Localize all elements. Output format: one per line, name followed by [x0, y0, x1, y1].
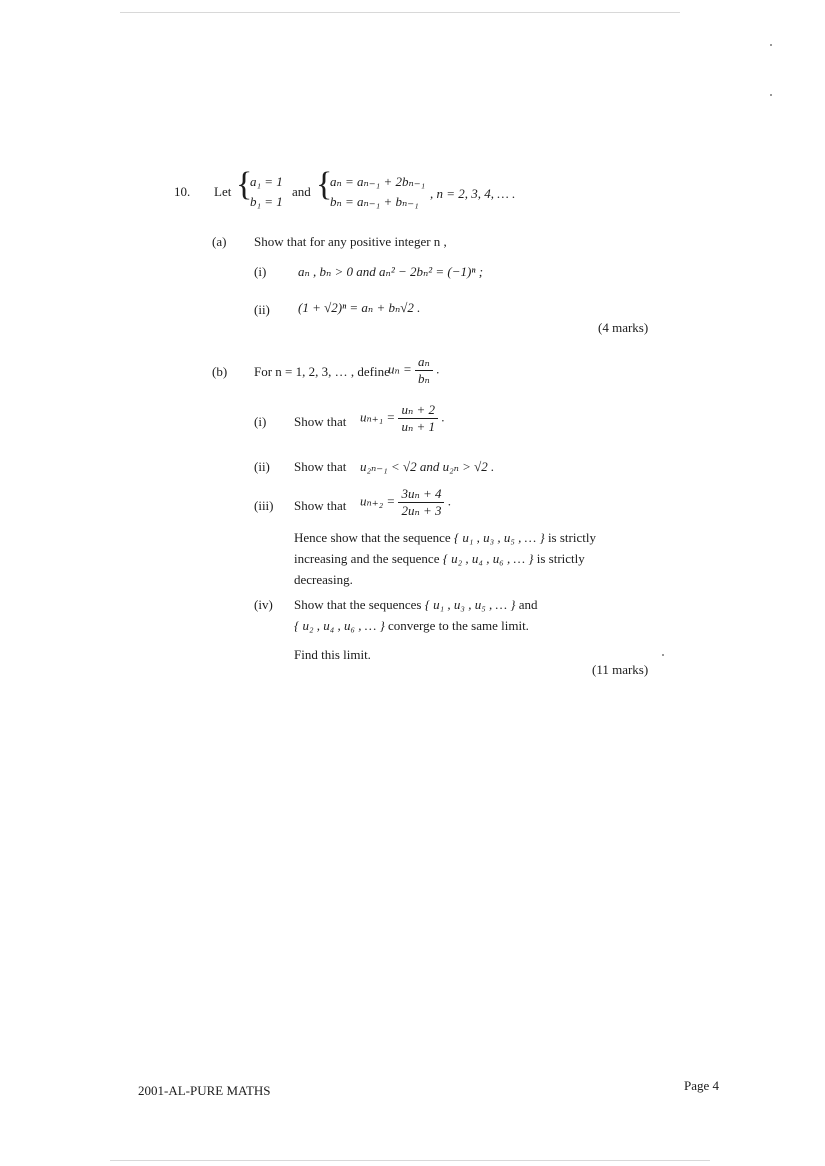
fraction-3un-plus-4-over-2un-plus-3: $\frac{\text{3uₙ + 4}}{\text{2uₙ + 3}}$: [398, 486, 444, 519]
recurrence-b: bₙ = aₙ₋₁ + bₙ₋₁: [330, 194, 419, 209]
part-b-marks: (11 marks): [592, 662, 649, 677]
part-a-i-label: (i): [254, 264, 267, 279]
part-b-ii-text: Show that: [294, 459, 347, 474]
question-intro: Let: [214, 184, 232, 199]
part-b-iii-label: (iii): [254, 498, 274, 513]
scan-speck: [770, 44, 772, 46]
part-b-ii-math: u₂ₙ₋₁ < √2 and u₂ₙ > √2 .: [360, 459, 495, 474]
part-b-iv-line-2: { u₂ , u₄ , u₆ , … } converge to the same limit.: [294, 618, 529, 633]
part-a-label: (a): [212, 234, 227, 249]
fraction-an-over-bn: $\frac{\text{aₙ}}{\text{bₙ}}$: [415, 354, 433, 387]
scan-edge-top: [120, 12, 680, 13]
part-b-iii-math: uₙ₊₂ = $\frac{\text{3uₙ + 4}}{\text{2uₙ + 3}}$ .: [360, 486, 451, 518]
paper-code: 2001-AL-PURE MATHS: [138, 1083, 271, 1098]
question-number: 10.: [174, 184, 191, 199]
recurrence-a: aₙ = aₙ₋₁ + 2bₙ₋₁: [330, 174, 426, 189]
part-b-i-math: uₙ₊₁ = $\frac{\text{uₙ + 2}}{\text{uₙ + 1}}$ .: [360, 402, 445, 434]
part-b-ii-label: (ii): [254, 459, 270, 474]
part-b-iv-line-1: Show that the sequences { u₁ , u₃ , u₅ , … } and: [294, 597, 538, 612]
part-b-iii-hence-line-3: decreasing.: [294, 572, 353, 587]
part-b-label: (b): [212, 364, 228, 379]
left-brace: {: [236, 166, 253, 203]
sequence-even-terms: { u₂ , u₄ , u₆ , … }: [442, 551, 534, 566]
index-range: , n = 2, 3, 4, … .: [430, 186, 516, 201]
part-a-ii-math: (1 + √2)ⁿ = aₙ + bₙ√2 .: [298, 300, 421, 315]
part-b-i-label: (i): [254, 414, 267, 429]
part-b-iv-label: (iv): [254, 597, 273, 612]
part-b-iii-text: Show that: [294, 498, 347, 513]
part-a-i-math: aₙ , bₙ > 0 and aₙ² − 2bₙ² = (−1)ⁿ ;: [298, 264, 484, 279]
sequence-odd-terms: { u₁ , u₃ , u₅ , … }: [424, 597, 516, 612]
part-b-iv-find: Find this limit.: [294, 647, 371, 662]
part-b-iii-hence-line-1: Hence show that the sequence { u₁ , u₃ , u₅ , … } is strictly: [294, 530, 596, 545]
initial-conditions: [250, 172, 283, 212]
part-a-ii-label: (ii): [254, 302, 270, 317]
initial-a: a₁ = 1: [250, 174, 283, 189]
fraction-un-plus-2-over-un-plus-1: $\frac{\text{uₙ + 2}}{\text{uₙ + 1}}$: [398, 402, 438, 435]
part-a-marks: (4 marks): [598, 320, 649, 335]
definition-un: uₙ = $\frac{\text{aₙ}}{\text{bₙ}}$ .: [388, 354, 440, 386]
sequence-even-terms: { u₂ , u₄ , u₆ , … }: [294, 618, 385, 633]
part-b-i-text: Show that: [294, 414, 347, 429]
part-a-statement: Show that for any positive integer n ,: [254, 234, 447, 249]
part-b-iii-hence-line-2: increasing and the sequence { u₂ , u₄ , u₆ , … } is strictly: [294, 551, 585, 566]
page-number: Page 4: [684, 1078, 720, 1093]
sequence-odd-terms: { u₁ , u₃ , u₅ , … }: [453, 530, 545, 545]
initial-b: b₁ = 1: [250, 194, 283, 209]
scan-speck: [662, 654, 664, 656]
left-brace: {: [316, 166, 333, 203]
scan-edge-bottom: [110, 1160, 710, 1161]
scan-speck: [770, 94, 772, 96]
part-b-statement: For n = 1, 2, 3, … , define: [254, 364, 390, 379]
conjunction-and: and: [292, 184, 311, 199]
recurrence-relations: [330, 172, 425, 212]
